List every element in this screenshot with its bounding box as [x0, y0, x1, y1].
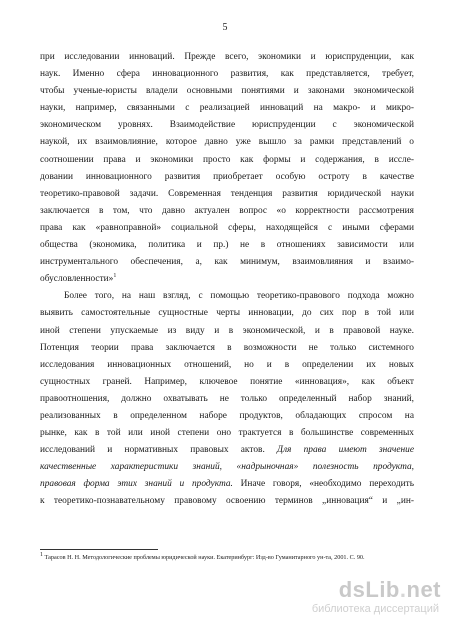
- footnote-marker: 1: [40, 551, 43, 558]
- italic-segment: Для права имеют значение: [277, 445, 414, 456]
- italic-segment: правовая форма этих знаний и продукта.: [40, 479, 233, 490]
- text-line: обусловленности»: [40, 274, 114, 285]
- text-line: при исследовании инноваций. Прежде всего, экономики и юриспруденции, как: [40, 52, 414, 62]
- text-line: Потенция теории права заключается в возможности не только системного: [40, 342, 414, 353]
- footnote-text: Тарасов Н. Н. Методологические проблемы юридической науки. Екатеринбург: Изд-во Гуманитарного ун-та, 2001. С. 90.: [44, 554, 365, 561]
- text-line: выявить самостоятельные сущностные черты инновации, до сих пор в той или: [40, 308, 414, 319]
- document-body: [40, 49, 414, 511]
- text-line-with-footnote: [40, 271, 414, 288]
- text-line: общества (экономика, политика и пр.) не в отношениях зависимости или: [40, 240, 414, 251]
- mixed-line: [40, 476, 414, 493]
- text-line: заключается в том, что давно актуален вопрос «о корректности рассмотрения: [40, 205, 414, 216]
- text-line: теоретико-правовой задачи. Современная тенденция развития юридической науки: [40, 188, 414, 199]
- text-line: наукой, их взаимовлияние, которое давно уже вышло за рамки представлений о: [40, 137, 414, 148]
- italic-segment: качественные характеристики знаний, «надрыночная» полезность продукта,: [40, 462, 414, 473]
- text-line: реализованных в определенном наборе продуктов, обладающих спросом на: [40, 410, 414, 421]
- mixed-line: [40, 442, 414, 459]
- text-line: к теоретико-познавательному правовому освоению терминов „инновация“ и „ин-: [40, 496, 414, 507]
- text-line: соотношении права и экономики просто как формы и содержания, в иссле-: [40, 154, 414, 165]
- text-line: экономическом уровнях. Взаимодействие юриспруденции с экономической: [40, 120, 414, 131]
- text-line: инструментального обеспечения, а, как минимум, взаимовлияния и взаимо-: [40, 257, 414, 268]
- watermark: [285, 577, 445, 621]
- text-line: иной степени упускаемые из виду и в экономической, и в правовой науке.: [40, 325, 414, 336]
- logo-tld: net: [406, 577, 441, 602]
- italic-line: [40, 459, 414, 476]
- logo-main: dsLib: [338, 577, 400, 602]
- text-line: сущностных граней. Например, ключевое понятие «инновация», как объект: [40, 376, 414, 387]
- logo-dot: .: [399, 577, 407, 602]
- footnote-reference[interactable]: 1: [113, 273, 117, 280]
- page-number: 5: [222, 22, 228, 33]
- text-line: исследования инновационных отношений, но и в определении их новых: [40, 359, 414, 370]
- footnote-separator: [40, 549, 158, 550]
- text-line: наук. Именно сфера инновационного развития, как представляется, требует,: [40, 69, 414, 80]
- paragraph-start: Более того, на наш взгляд, с помощью теоретико-правового подхода можно: [64, 291, 414, 302]
- watermark-logo: [339, 577, 441, 603]
- text-line: правоотношения, должно охватывать не только определенный набор знаний,: [40, 393, 414, 404]
- watermark-caption: библиотека диссертаций: [311, 603, 439, 615]
- text-line: права как «равноправной» социальной сферы, находящейся с иными сферами: [40, 222, 414, 233]
- text-segment: Иначе говоря, «необходимо переходить: [240, 479, 415, 490]
- text-line: науки, например, связанными с реализацией инноваций на макро- и микро-: [40, 103, 414, 114]
- text-line: чтобы ученые-юристы владели основными понятиями и законами экономической: [40, 86, 414, 97]
- footnote: [40, 553, 414, 563]
- text-line: рынке, как в той или иной степени оно трактуется в большинстве современных: [40, 428, 414, 439]
- text-segment: исследований и нормативных правовых актов.: [40, 445, 265, 456]
- text-line: довании инновационного развития приобретает особую остроту в качестве: [40, 171, 414, 182]
